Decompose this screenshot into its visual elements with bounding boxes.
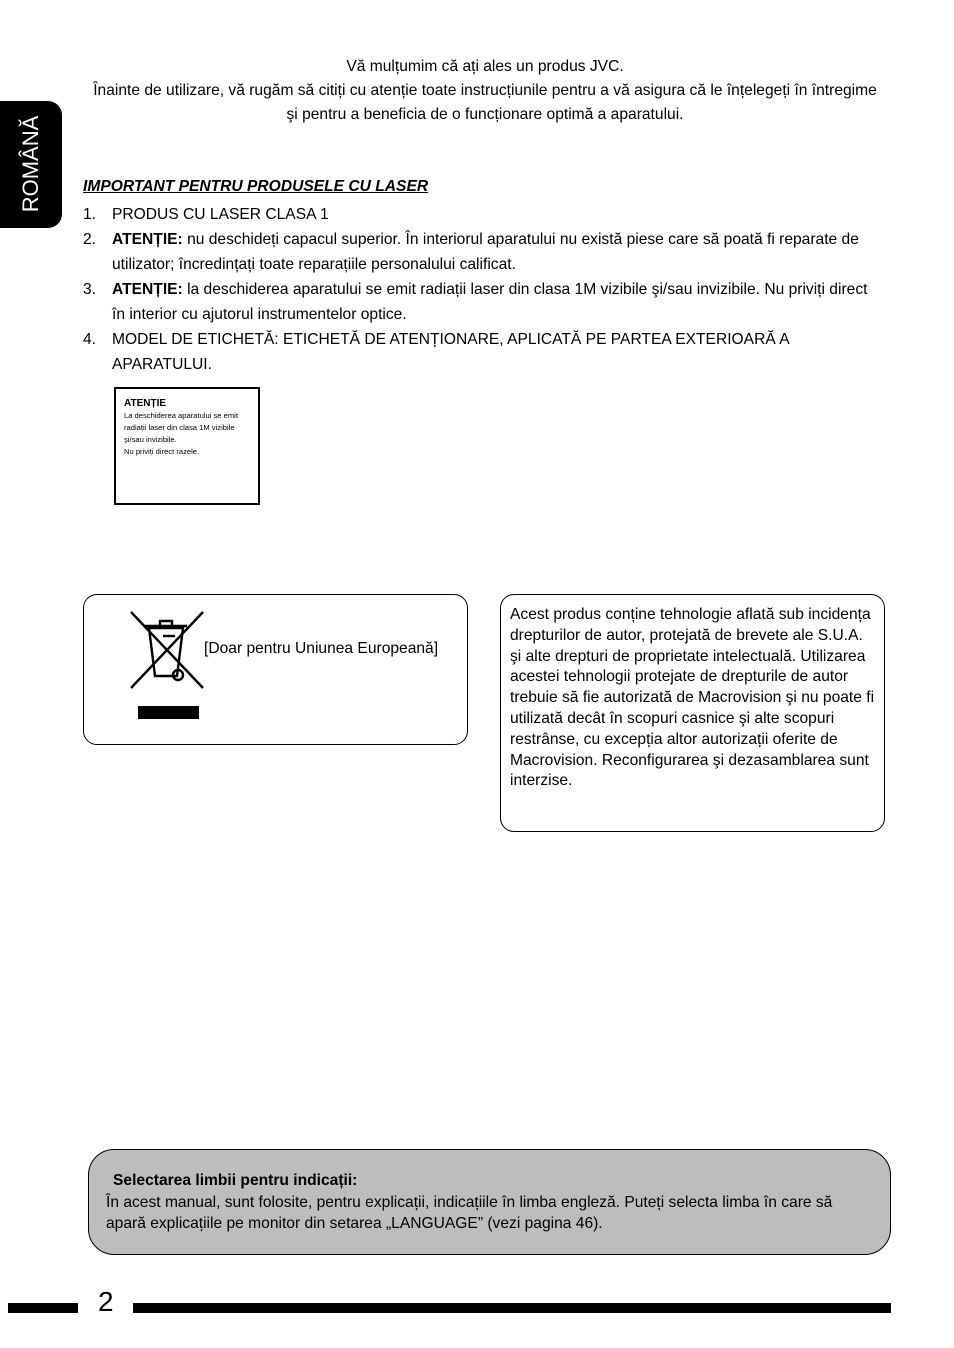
footer-rule-left	[8, 1303, 78, 1313]
laser-item-3	[83, 277, 873, 327]
eu-notice-box	[83, 594, 468, 745]
item-number: 2.	[83, 231, 97, 248]
caution-label-sample	[114, 387, 260, 505]
macrovision-notice-text: Acest produs conține tehnologie aflată sub incidența drepturilor de autor, protejată de brevete ale S.U.A. şi alte drepturi de proprietate intelectuală. Utilizarea acestei tehnologii protejate de drepturile de autor trebuie să fie autorizată de Macrovision şi nu poate fi utilizată decât în scopuri casnice şi alte scopuri restrânse, cu excepția altor autorizații oferite de Macrovision. Reconfigurarea şi dezasamblarea sunt interzise.	[510, 606, 875, 790]
language-tab-label: ROMÂNĂ	[18, 115, 43, 213]
macrovision-notice-box	[500, 594, 885, 832]
item-text: PRODUS CU LASER CLASA 1	[112, 206, 329, 223]
intro-line-1: Vă mulțumim că ați ales un produs JVC.	[346, 58, 624, 75]
footer-rule-right	[133, 1303, 891, 1313]
item-caution-label: ATENȚIE:	[112, 231, 183, 248]
item-text: nu deschideți capacul superior. În interiorul aparatului nu există piese care să poată fi reparate de utilizator; încredințați toate reparațiile personalului calificat.	[112, 231, 859, 273]
laser-item-1	[83, 202, 873, 227]
caution-label-line-1: La deschiderea aparatului se emit radiații laser din clasa 1M vizibile şi/sau invizibile.	[124, 411, 238, 444]
item-number: 4.	[83, 331, 97, 348]
item-caution-label: ATENȚIE:	[112, 281, 183, 298]
item-text: MODEL DE ETICHETĂ: ETICHETĂ DE ATENȚIONARE, APLICATĂ PE PARTEA EXTERIOARĂ A APARATULUI.	[112, 331, 789, 373]
language-tab	[0, 101, 62, 228]
intro-text	[90, 55, 880, 127]
laser-section-title: IMPORTANT PENTRU PRODUSELE CU LASER	[83, 178, 429, 195]
caution-label-line-2: Nu priviți direct razele.	[124, 447, 200, 456]
crossed-out-bin-icon	[129, 610, 207, 692]
language-selection-box	[88, 1149, 891, 1255]
laser-item-2	[83, 227, 873, 277]
intro-line-2: Înainte de utilizare, vă rugăm să citiți cu atenție toate instrucțiunile pentru a vă asigura că le înțelegeți în întregime şi pentru a beneficia de o funcționare optimă a aparatului.	[93, 82, 877, 123]
item-text: la deschiderea aparatului se emit radiații laser din clasa 1M vizibile şi/sau invizibile. Nu priviți direct în interior cu ajutorul instrumentelor optice.	[112, 281, 868, 323]
item-number: 1.	[83, 206, 97, 223]
laser-item-4	[83, 327, 873, 377]
language-selection-title: Selectarea limbii pentru indicații:	[113, 1172, 358, 1189]
item-number: 3.	[83, 281, 97, 298]
page-number: 2	[98, 1286, 114, 1317]
language-selection-text: În acest manual, sunt folosite, pentru explicații, indicațiile în limba engleză. Puteți selecta limba în care să apară explicațiile pe monitor din setarea „LANGUAGE” (vezi pagina 46).	[106, 1194, 833, 1232]
laser-list	[83, 202, 873, 377]
caution-label-title: ATENȚIE	[124, 398, 167, 409]
eu-notice-text: [Doar pentru Uniunea Europeană]	[204, 640, 439, 657]
eu-notice-bar	[138, 706, 199, 719]
